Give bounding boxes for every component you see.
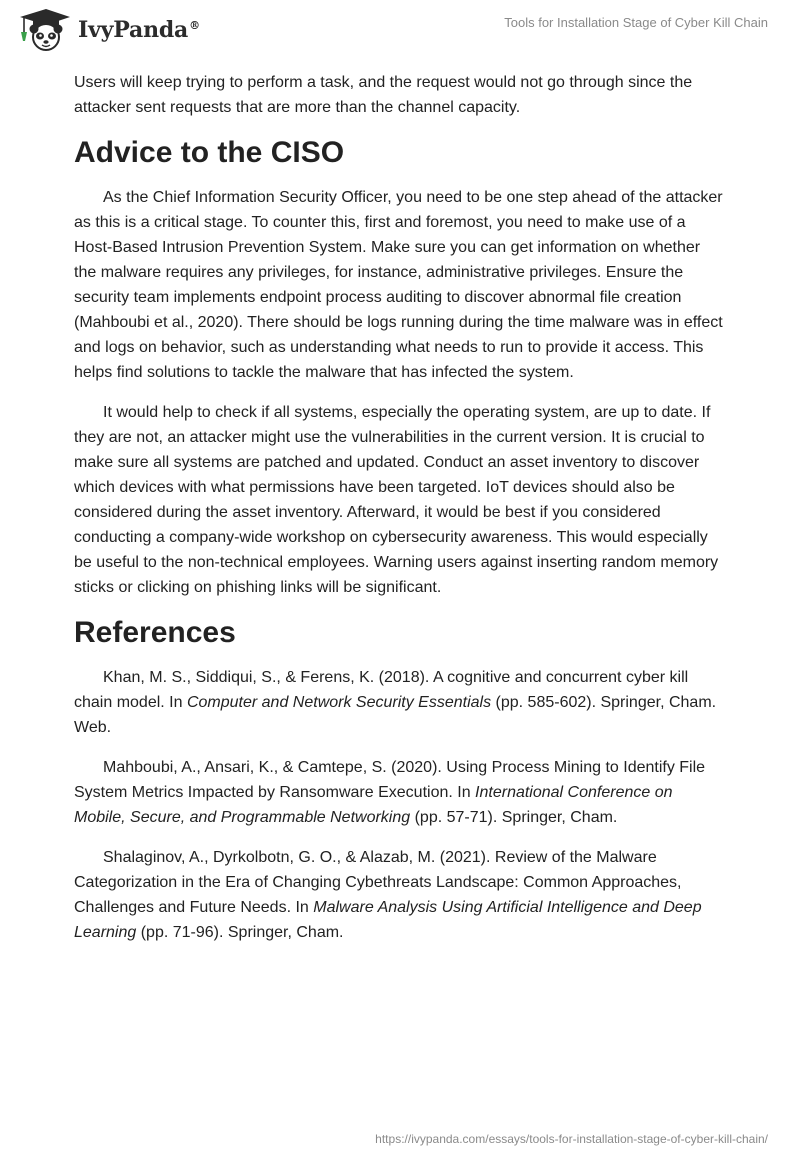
advice-heading: Advice to the CISO bbox=[74, 136, 345, 169]
panda-graduate-icon bbox=[16, 8, 72, 52]
reference-item: Shalaginov, A., Dyrkolbotn, G. O., & Alazab, M. (2021). Review of the Malware Categorization in the Era of Changing Cybethreats Landscape: Common Approaches, Challenges and Future Needs. In Malware Analysis Using Artificial Intelligence and Deep Learning (pp. 71-96). Springer, Cham. bbox=[74, 849, 702, 941]
brand-name: IvyPanda® bbox=[78, 17, 200, 43]
page-header bbox=[0, 0, 800, 60]
ivypanda-logo[interactable] bbox=[16, 8, 200, 52]
references-heading: References bbox=[74, 616, 236, 649]
source-url-link[interactable]: https://ivypanda.com/essays/tools-for-installation-stage-of-cyber-kill-chain/ bbox=[375, 1132, 768, 1146]
intro-paragraph: Users will keep trying to perform a task, and the request would not go through since the attacker sent requests that are more than the channel capacity. bbox=[74, 74, 693, 116]
reference-item: Khan, M. S., Siddiqui, S., & Ferens, K. (2018). A cognitive and concurrent cyber kill chain model. In Computer and Network Security Essentials (pp. 585-602). Springer, Cham. Web. bbox=[74, 669, 717, 736]
advice-paragraph: As the Chief Information Security Officer, you need to be one step ahead of the attacker as this is a critical stage. To counter this, first and foremost, you need to make use of a Host-Based Intrusion Prevention System. Make sure you can get information on whether the malware requires any privileges, for instance, administrative privileges. Ensure the security team implements endpoint process auditing to discover abnormal file creation (Mahboubi et al., 2020). There should be logs running during the time malware was in effect and logs on behavior, such as understanding what needs to run to provide it access. This helps find solutions to tackle the malware that has infected the system. bbox=[74, 189, 723, 381]
running-title: Tools for Installation Stage of Cyber Kill Chain bbox=[504, 15, 768, 30]
advice-paragraph: It would help to check if all systems, especially the operating system, are up to date. If they are not, an attacker might use the vulnerabilities in the current version. It is crucial to make sure all systems are patched and updated. Conduct an asset inventory to discover which devices with what permissions have been targeted. IoT devices should also be considered during the asset inventory. Afterward, it would be best if you considered conducting a company-wide workshop on cybersecurity awareness. This would especially be useful to the non-technical employees. Warning users against inserting random memory sticks or clicking on phishing links will be significant. bbox=[74, 404, 719, 596]
essay-content bbox=[74, 70, 726, 960]
reference-item: Mahboubi, A., Ansari, K., & Camtepe, S. (2020). Using Process Mining to Identify File System Metrics Impacted by Ransomware Execution. In International Conference on Mobile, Secure, and Programmable Networking (pp. 57-71). Springer, Cham. bbox=[74, 759, 706, 826]
